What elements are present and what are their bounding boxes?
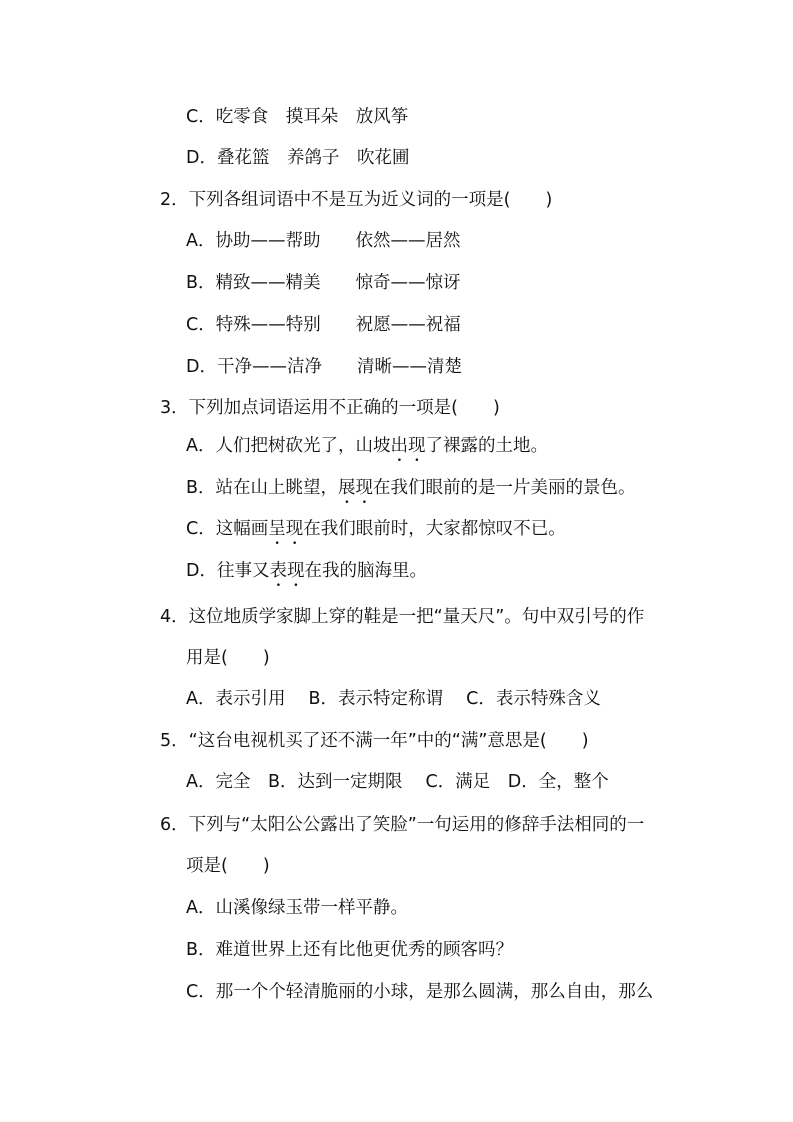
q5-options: A．完全 B．达到一定期限 C．满足 D．全，整个 (186, 772, 609, 792)
q6-option-b: B．难道世界上还有比他更优秀的顾客吗？ (186, 940, 514, 960)
text: A．人们把树砍光了，山坡 (186, 436, 391, 456)
q2-option-c: C．特殊——特别 祝愿——祝福 (186, 315, 461, 335)
q2-option-d: D．干净——洁净 清晰——清楚 (186, 357, 462, 377)
text: B．站在山上眺望， (186, 478, 339, 498)
text: 在我的脑海里。 (304, 561, 427, 581)
dotted-word: 表现 (269, 561, 305, 581)
text: 在我们眼前的是一片美丽的景色。 (373, 478, 636, 498)
q4-options: A．表示引用 B．表示特定称谓 C．表示特殊含义 (186, 689, 601, 709)
q5-stem: 5．“这台电视机买了还不满一年”中的“满”意思是( ) (160, 731, 589, 751)
q2-option-b: B．精致——精美 惊奇——惊讶 (186, 273, 461, 293)
q3-option-d (186, 559, 427, 591)
q6-stem-line1: 6．下列与“太阳公公露出了笑脸”一句运用的修辞手法相同的一 (160, 815, 645, 835)
q2-stem: 2．下列各组词语中不是互为近义词的一项是( ) (160, 190, 553, 210)
q3-option-c (186, 517, 566, 549)
dotted-word: 出现 (390, 436, 426, 456)
q6-option-c: C．那一个个轻清脆丽的小球，是那么圆满，那么自由，那么 (186, 982, 654, 1002)
q4-stem-line1: 4．这位地质学家脚上穿的鞋是一把“量天尺”。句中双引号的作 (160, 607, 645, 627)
q3-option-b (186, 476, 636, 508)
text: C．这幅画 (186, 519, 269, 539)
q3-stem: 3．下列加点词语运用不正确的一项是( ) (160, 398, 500, 418)
q3-option-a (186, 434, 548, 466)
q4-stem-line2: 用是( ) (186, 648, 270, 668)
dotted-word: 展现 (338, 478, 374, 498)
q6-option-a: A．山溪像绿玉带一样平静。 (186, 898, 408, 918)
text: D．往事又 (186, 561, 270, 581)
text: 在我们眼前时，大家都惊叹不已。 (303, 519, 566, 539)
dotted-word: 呈现 (268, 519, 304, 539)
q1-option-d: D．叠花篮 养鸽子 吹花圃 (186, 148, 410, 168)
q1-option-c: C．吃零食 摸耳朵 放风筝 (186, 107, 409, 127)
q6-stem-line2: 项是( ) (186, 856, 270, 876)
text: 了裸露的土地。 (425, 436, 548, 456)
q2-option-a: A．协助——帮助 依然——居然 (186, 231, 461, 251)
